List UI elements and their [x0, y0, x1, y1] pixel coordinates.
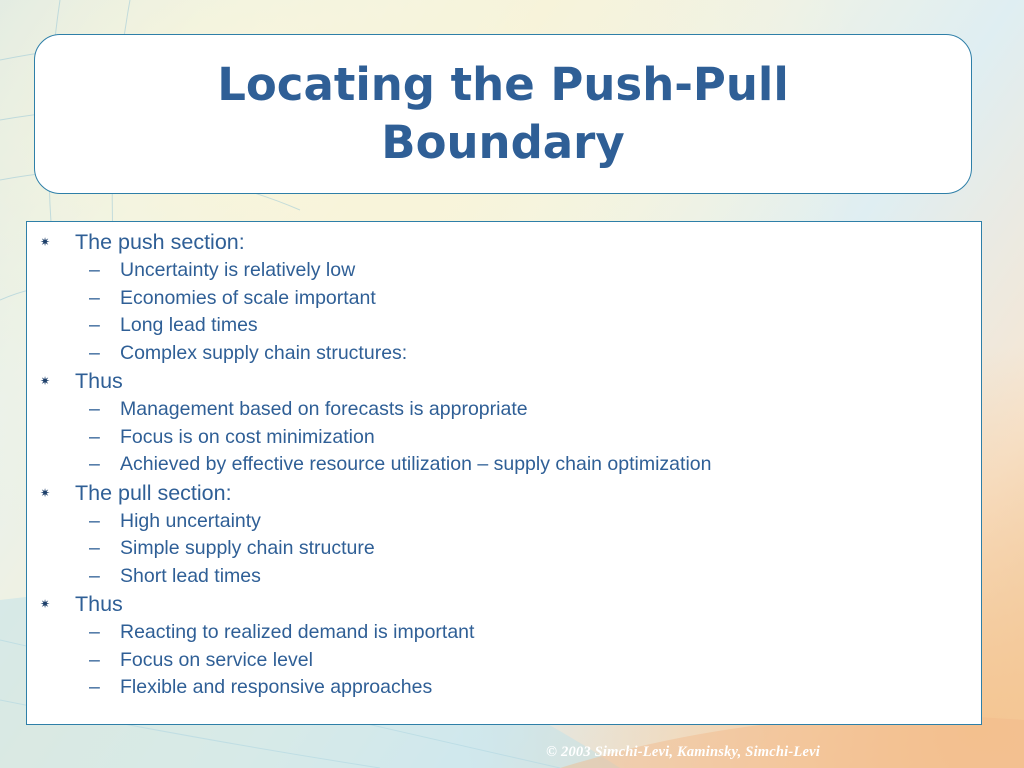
sub-bullet-list	[75, 257, 981, 367]
dash-bullet-icon: –	[89, 425, 100, 448]
dash-bullet-icon: –	[89, 286, 100, 309]
sub-bullet	[27, 396, 981, 424]
sub-bullet	[27, 340, 981, 368]
sub-bullet-text: Focus on service level	[120, 648, 313, 671]
sub-bullet-text: Uncertainty is relatively low	[120, 259, 356, 281]
sub-bullet	[27, 563, 981, 591]
content-box	[26, 221, 982, 725]
asterisk-bullet-icon: ✷	[39, 485, 51, 500]
dash-bullet-icon: –	[89, 621, 100, 643]
slide-title: Locating the Push-Pull Boundary	[217, 58, 789, 169]
sub-bullet-text: Simple supply chain structure	[120, 537, 375, 559]
dash-bullet-icon: –	[89, 509, 100, 532]
sub-bullet	[27, 424, 981, 452]
sub-bullet	[27, 619, 981, 647]
copyright-footer: © 2003 Simchi-Levi, Kaminsky, Simchi-Levi	[546, 744, 820, 760]
bullet-text: The pull section:	[75, 480, 232, 505]
sub-bullet-list	[75, 508, 981, 591]
asterisk-bullet-icon: ✷	[39, 235, 51, 249]
sub-bullet-text: Economies of scale important	[120, 286, 376, 309]
bullet-text: Thus	[75, 369, 123, 393]
sub-bullet-text: High uncertainty	[120, 509, 261, 532]
dash-bullet-icon: –	[89, 259, 100, 281]
sub-bullet	[27, 674, 981, 702]
bullet-pull-section	[27, 479, 981, 591]
dash-bullet-icon: –	[89, 564, 100, 587]
asterisk-bullet-icon: ✷	[39, 374, 51, 388]
sub-bullet	[27, 257, 981, 285]
dash-bullet-icon: –	[89, 398, 100, 420]
sub-bullet-text: Complex supply chain structures:	[120, 341, 408, 364]
title-box	[34, 34, 972, 194]
bullet-text: Thus	[75, 592, 123, 616]
sub-bullet-text: Short lead times	[120, 564, 261, 587]
bullet-text: The push section:	[75, 230, 245, 254]
dash-bullet-icon: –	[89, 341, 100, 364]
sub-bullet	[27, 312, 981, 340]
dash-bullet-icon: –	[89, 453, 100, 475]
sub-bullet-text: Reacting to realized demand is important	[120, 621, 475, 643]
sub-bullet	[27, 451, 981, 479]
sub-bullet-list	[75, 396, 981, 479]
bullet-thus-pull	[27, 590, 981, 702]
bullet-thus-push	[27, 367, 981, 479]
sub-bullet-list	[75, 619, 981, 702]
sub-bullet	[27, 285, 981, 313]
sub-bullet	[27, 647, 981, 675]
sub-bullet-text: Achieved by effective resource utilization – supply chain optimization	[120, 453, 712, 475]
asterisk-bullet-icon: ✷	[39, 597, 51, 611]
bullet-push-section	[27, 228, 981, 367]
dash-bullet-icon: –	[89, 676, 100, 698]
dash-bullet-icon: –	[89, 314, 100, 336]
sub-bullet	[27, 535, 981, 563]
sub-bullet-text: Management based on forecasts is appropriate	[120, 398, 528, 420]
dash-bullet-icon: –	[89, 537, 100, 559]
bullet-list	[27, 222, 981, 702]
dash-bullet-icon: –	[89, 648, 100, 671]
sub-bullet-text: Flexible and responsive approaches	[120, 676, 433, 698]
sub-bullet-text: Focus is on cost minimization	[120, 425, 375, 448]
sub-bullet	[27, 508, 981, 536]
sub-bullet-text: Long lead times	[120, 314, 258, 336]
